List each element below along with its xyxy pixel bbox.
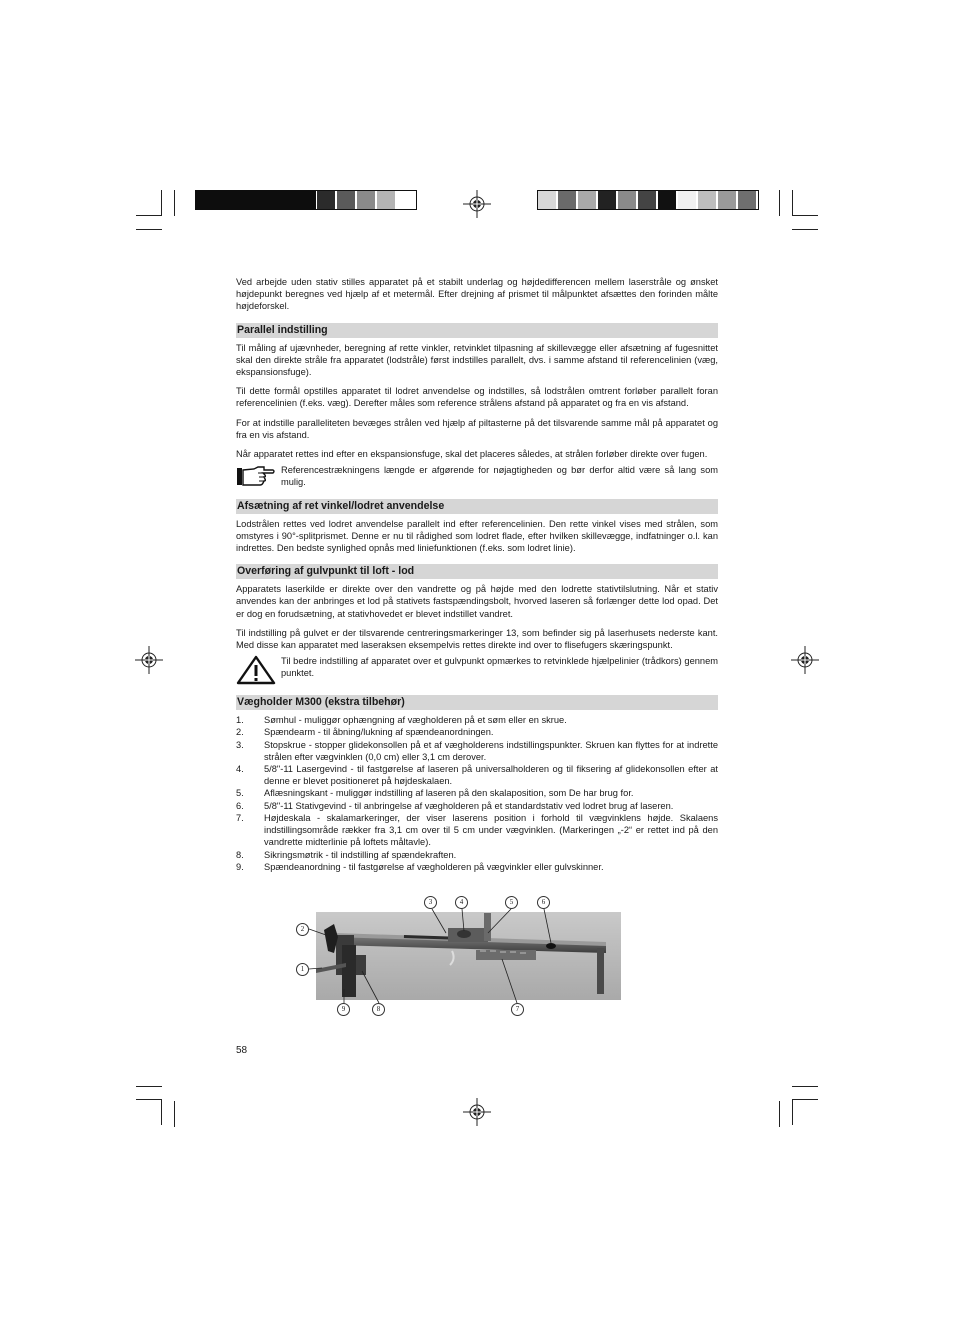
list-item-text: Sømhul - muliggør ophængning af vægholderen på et søm eller en skrue. bbox=[264, 715, 567, 726]
callout-7: 7 bbox=[511, 1003, 524, 1016]
list-item-text: Spændearm - til åbning/lukning af spændeanordningen. bbox=[264, 727, 494, 738]
list-item bbox=[236, 787, 718, 799]
color-swatch bbox=[618, 191, 636, 209]
color-swatch bbox=[578, 191, 596, 209]
note-text: Til bedre indstilling af apparatet over et gulvpunkt opmærkes to retvinklede hjælpelinier (trådkors) gennem punktet. bbox=[281, 656, 718, 679]
callout-9: 9 bbox=[337, 1003, 350, 1016]
list-item-text: 5/8"-11 Lasergevind - til fastgørelse af laseren på universalholderen og til fiksering af glidekonsollen efter at denne er blevet positioneret på højdeskalaen. bbox=[264, 764, 718, 787]
paragraph: Når apparatet rettes ind efter en ekspansionsfuge, skal det placeres således, at strålen forløber direkte over fugen. bbox=[236, 449, 708, 460]
registration-mark-right bbox=[791, 646, 819, 674]
heading-wall-mount: Vægholder M300 (ekstra tilbehør) bbox=[236, 695, 718, 710]
color-swatch bbox=[337, 191, 355, 209]
list-item bbox=[236, 726, 718, 738]
note-reference bbox=[236, 464, 718, 488]
list-item-text: Sikringsmøtrik - til indstilling af spændekraften. bbox=[264, 849, 457, 860]
color-swatch bbox=[638, 191, 656, 209]
list-item bbox=[236, 812, 718, 849]
color-swatch bbox=[718, 191, 736, 209]
note-warning bbox=[236, 655, 718, 685]
heading-floor-point: Overføring af gulvpunkt til loft - lod bbox=[236, 564, 718, 579]
color-swatch bbox=[357, 191, 375, 209]
list-item bbox=[236, 714, 718, 726]
callout-1: 1 bbox=[296, 963, 309, 976]
wall-mount-photo bbox=[294, 893, 624, 1018]
pointing-hand-icon bbox=[236, 464, 276, 488]
page-content bbox=[236, 276, 718, 873]
paragraph: For at indstille paralleliteten bevæges strålen ved hjælp af piltasterne på det tilsvarende samme mål på apparatet og fra en vis afstand. bbox=[236, 417, 718, 440]
color-swatch bbox=[377, 191, 395, 209]
parts-list bbox=[236, 714, 718, 873]
callout-3: 3 bbox=[424, 896, 437, 909]
list-item-number: 8. bbox=[236, 849, 244, 860]
color-swatch bbox=[738, 191, 756, 209]
registration-mark-bottom bbox=[463, 1098, 491, 1126]
color-swatch bbox=[558, 191, 576, 209]
list-item-number: 7. bbox=[236, 812, 244, 823]
list-item bbox=[236, 861, 718, 873]
list-item-number: 1. bbox=[236, 715, 244, 726]
list-item-text: 5/8"-11 Stativgevind - til anbringelse af vægholderen på et standardstativ ved lodret brug af laseren. bbox=[264, 800, 674, 811]
color-swatch bbox=[678, 191, 696, 209]
warning-icon bbox=[236, 655, 276, 685]
paragraph: Lodstrålen rettes ved lodret anvendelse parallelt ind efter referencelinien. Den rette vinkel vises med strålen, som omstyres i 90°-splitprismet. Denne er nu til rådighed som lodret flade, efter hvilken skillevægge, indfatninger o.l. kan indrettes. Den bedste synlighed opnås med liniefunktionen (f.eks. som lodret linie). bbox=[236, 518, 718, 554]
list-item-number: 6. bbox=[236, 800, 244, 811]
list-item-number: 9. bbox=[236, 861, 244, 872]
paragraph: Til dette formål opstilles apparatet til lodret anvendelse og indstilles, så lodstrålen omtrent forløber parallelt foran referencelinien (f.eks. væg). Derefter måles som reference strålens afstand på apparatet og fra en vis afstand. bbox=[236, 386, 718, 409]
paragraph: Til måling af ujævnheder, beregning af rette vinkler, retvinklet tilpasning af skillevægge eller afsætning af fugesnittet skal den direkte stråle fra apparatet (lodstråle) først indstilles parallelt, dvs. i samme afstand til referencelinien (væg, ekspansionsfuge). bbox=[236, 342, 718, 378]
color-swatch bbox=[658, 191, 676, 209]
registration-mark-left bbox=[135, 646, 163, 674]
color-swatch bbox=[397, 191, 415, 209]
wall-mount-figure bbox=[294, 893, 624, 1018]
list-item-number: 3. bbox=[236, 739, 244, 750]
callout-5: 5 bbox=[505, 896, 518, 909]
list-item-number: 2. bbox=[236, 727, 244, 738]
color-swatch bbox=[317, 191, 335, 209]
registration-mark-top bbox=[463, 190, 491, 218]
heading-parallel: Parallel indstilling bbox=[236, 323, 718, 338]
list-item bbox=[236, 849, 718, 861]
list-item-text: Stopskrue - stopper glidekonsollen på et af vægholderens indstillingspunkter. Skruen kan flyttes for at indrette strålen efter vægvinklen (0,0 cm) eller 3,1 cm derover. bbox=[264, 739, 718, 762]
callout-6: 6 bbox=[537, 896, 550, 909]
paragraph: Til indstilling på gulvet er der tilsvarende centreringsmarkeringer 13, som befinder sig på laserhusets nederste kant. Med disse kan apparatet med laseraksen eksempelvis rettes direkte ind over to flisefugers skæringspunkt. bbox=[236, 627, 718, 651]
list-item-text: Aflæsningskant - muliggør indstilling af laseren på den skalaposition, som De har brug for. bbox=[264, 788, 634, 799]
list-item bbox=[236, 739, 718, 763]
list-item-number: 5. bbox=[236, 788, 244, 799]
note-text: Referencestrækningens længde er afgørende for nøjagtigheden og bør derfor altid være så lang som mulig. bbox=[281, 465, 718, 488]
callout-4: 4 bbox=[455, 896, 468, 909]
list-item bbox=[236, 800, 718, 812]
callout-8: 8 bbox=[372, 1003, 385, 1016]
color-swatch bbox=[538, 191, 556, 209]
intro-paragraph: Ved arbejde uden stativ stilles apparatet på et stabilt underlag og højdedifferencen mellem laserstråle og ønsket højdepunkt beregnes ved hjælp af et metermål. Efter drejning af prismet til målpunktet afsættes den forinden målte højdeforskel. bbox=[236, 277, 718, 312]
page-number: 58 bbox=[236, 1045, 248, 1056]
list-item-text: Spændeanordning - til fastgørelse af vægholderen på vægvinkler eller gulvskinner. bbox=[264, 861, 604, 872]
color-swatch bbox=[598, 191, 616, 209]
heading-right-angle: Afsætning af ret vinkel/lodret anvendelse bbox=[236, 499, 718, 514]
list-item bbox=[236, 763, 718, 787]
color-swatch bbox=[698, 191, 716, 209]
callout-2: 2 bbox=[296, 923, 309, 936]
list-item-number: 4. bbox=[236, 764, 244, 775]
paragraph: Apparatets laserkilde er direkte over den vandrette og på højde med den lodrette stativtilslutning. Når et stativ anvendes kan der anbringes et lod på stativets fastspændingsbolt, hvorved laseren så forlænger dette lod opad. Det er dog en forudsætning, at stativhovedet er blevet indstillet vandret. bbox=[236, 584, 718, 619]
list-item-text: Højdeskala - skalamarkeringer, der viser laserens position i forhold til vægvinklens højde. Skalaens indstillingsområde rækker fra 3,1 cm over til 5 cm under vægvinklen. (Markeringen „-2“ er rettet ind på den vandrette midterlinie på loftets måltavle). bbox=[264, 812, 718, 848]
